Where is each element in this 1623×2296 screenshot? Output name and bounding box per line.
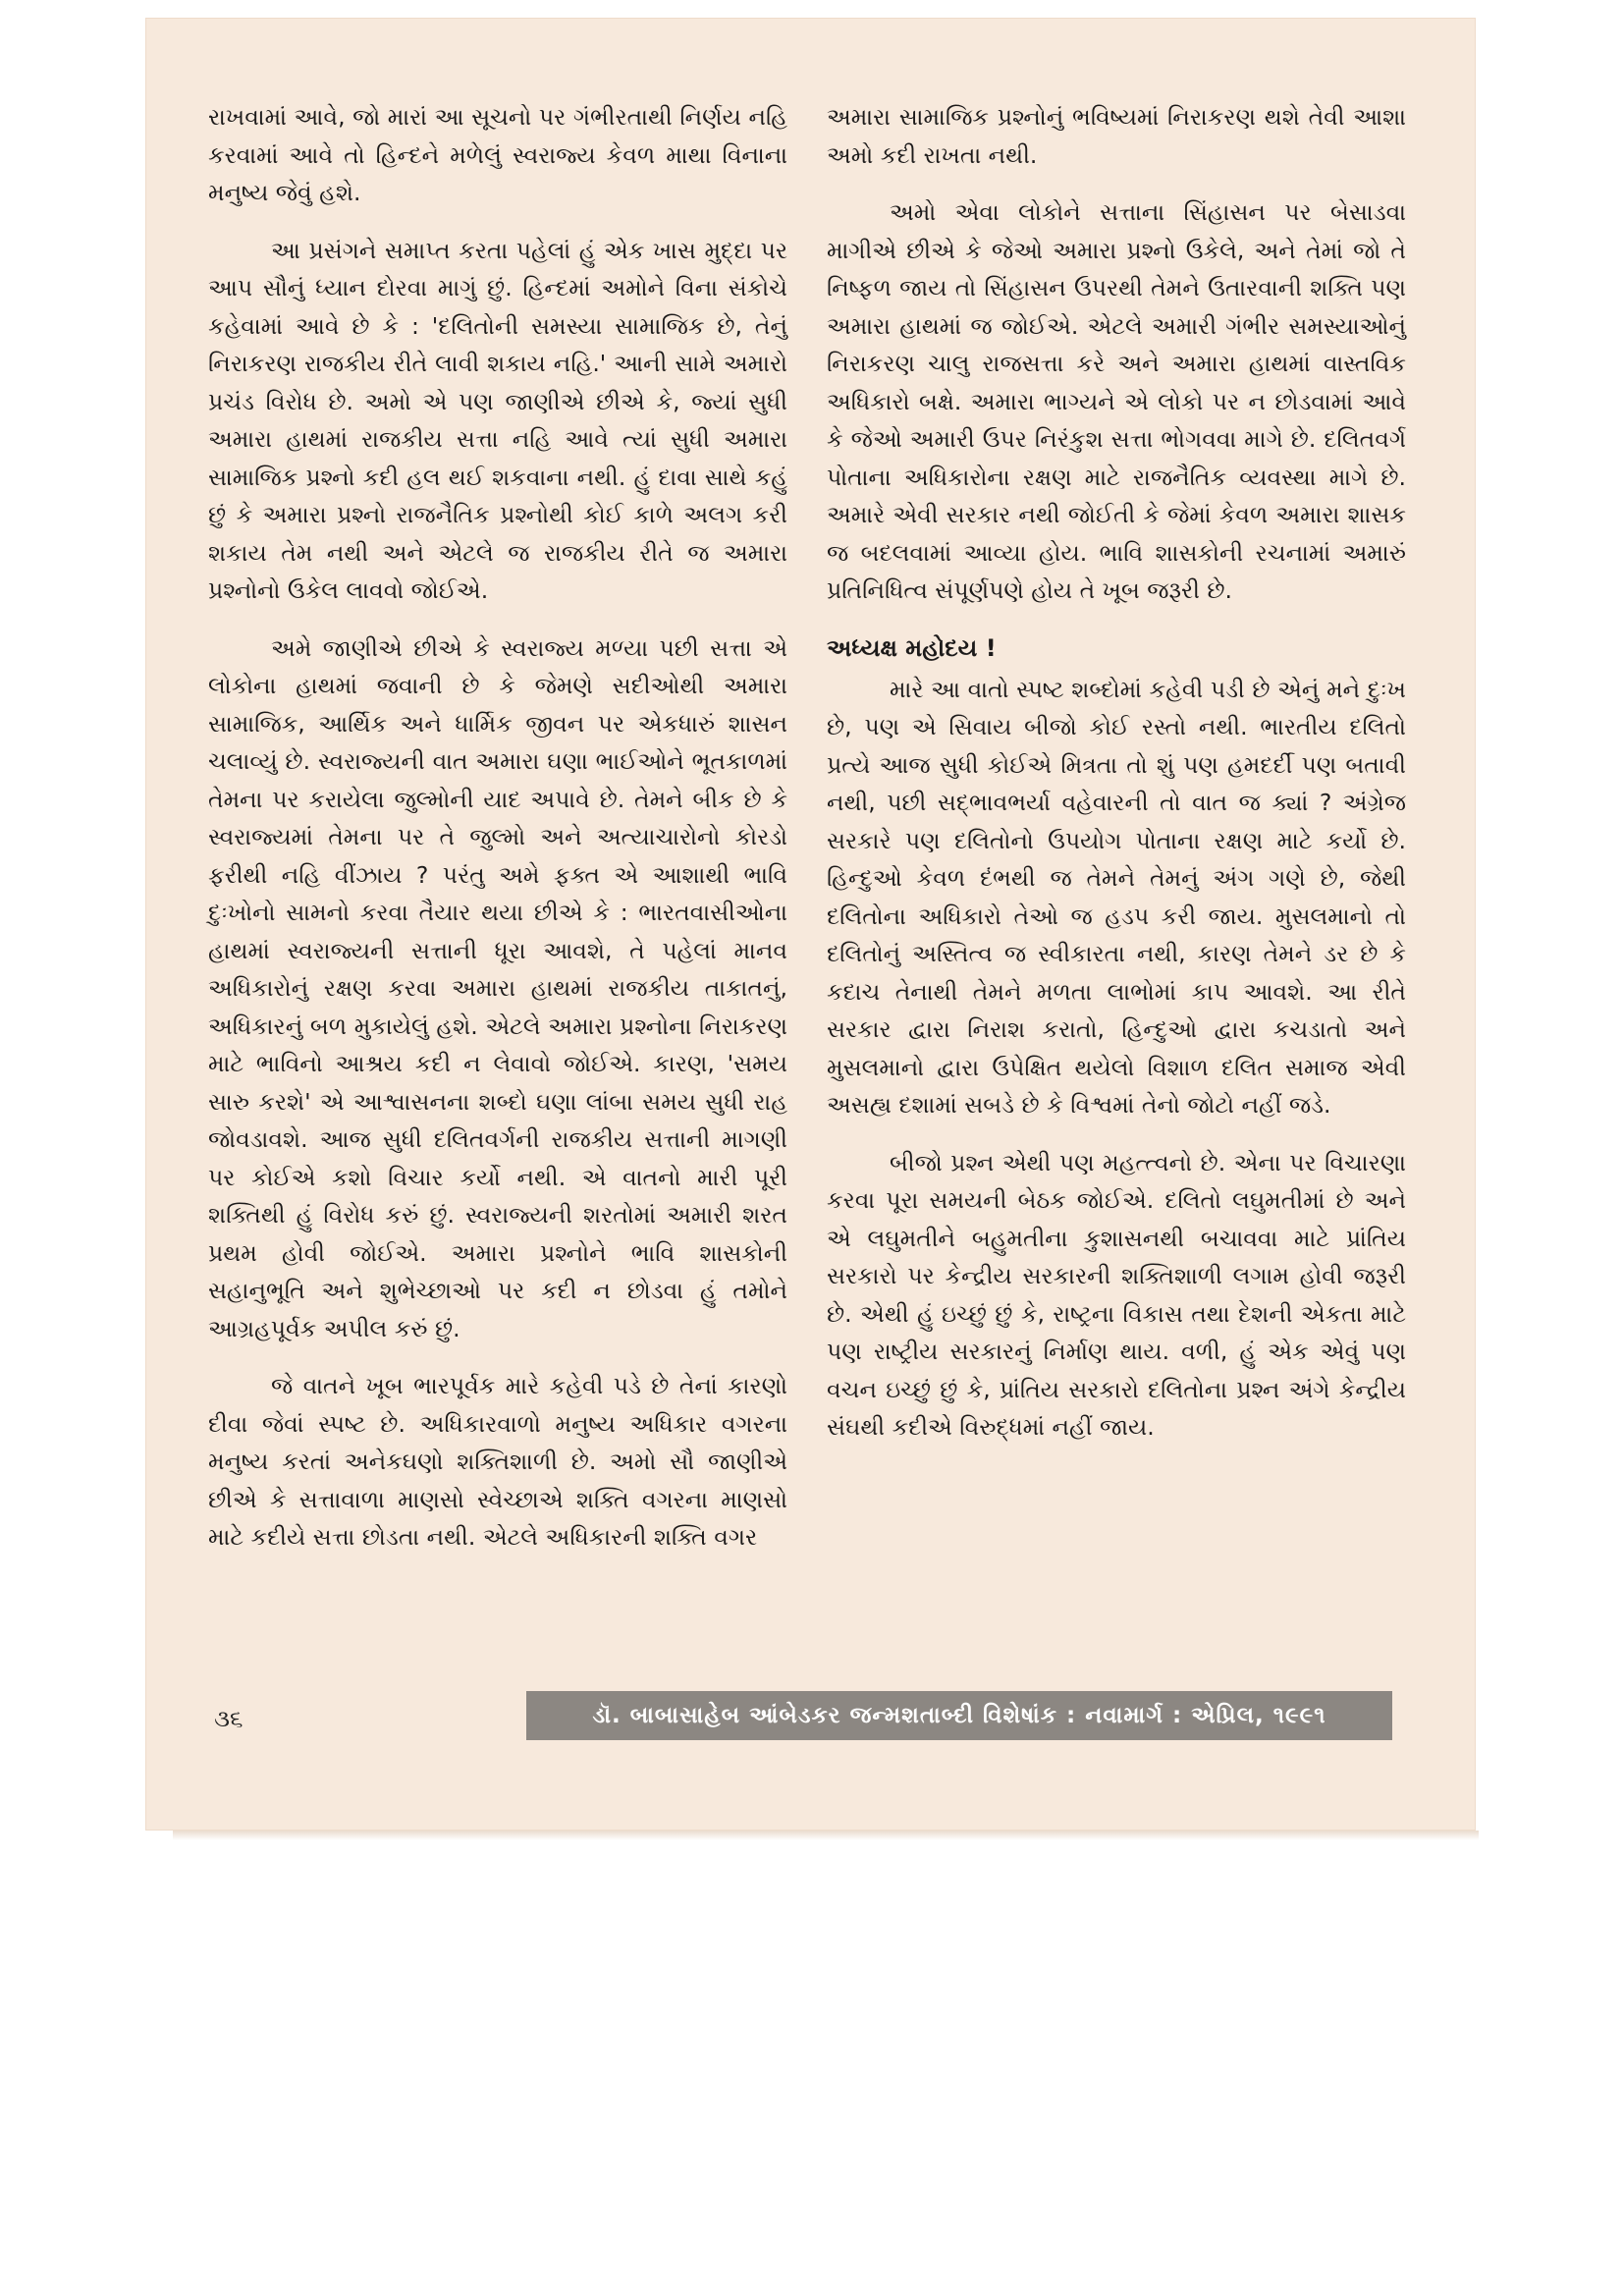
right-column — [827, 98, 1406, 1466]
left-paragraph-1: રાખવામાં આવે, જો મારાં આ સૂચનો પર ગંભીરતાથી નિર્ણય નહિ કરવામાં આવે તો હિન્દને મળેલું સ્વરાજ્ય કેવળ માથા વિનાના મનુષ્ય જેવું હશે. — [208, 103, 787, 206]
left-column — [208, 98, 787, 1576]
left-paragraph-4: જે વાતને ખૂબ ભારપૂર્વક મારે કહેવી પડે છે તેનાં કારણો દીવા જેવાં સ્પષ્ટ છે. અધિકારવાળો મનુષ્ય અધિકાર વગરના મનુષ્ય કરતાં અનેકઘણો શક્તિશાળી છે. અમો સૌ જાણીએ છીએ કે સત્તાવાળા માણસો સ્વેચ્છાએ શક્તિ વગરના માણસો માટે કદીયે સત્તા છોડતા નથી. એટલે અધિકારની શક્તિ વગર — [208, 1372, 787, 1551]
page-edge-shadow — [173, 1831, 1479, 1840]
left-paragraph-2: આ પ્રસંગને સમાપ્ત કરતા પહેલાં હું એક ખાસ મુદ્દા પર આપ સૌનું ધ્યાન દોરવા માગું છું. હિન્દમાં અમોને વિના સંકોચે કહેવામાં આવે છે કે : 'દલિતોની સમસ્યા સામાજિક છે, તેનું નિરાકરણ રાજકીય રીતે લાવી શકાય નહિ.' આની સામે અમારો પ્રચંડ વિરોધ છે. અમો એ પણ જાણીએ છીએ કે, જ્યાં સુધી અમારા હાથમાં રાજકીય સત્તા નહિ આવે ત્યાં સુધી અમારા સામાજિક પ્રશ્નો કદી હલ થઈ શકવાના નથી. હું દાવા સાથે કહું છું કે અમારા પ્રશ્નો રાજનૈતિક પ્રશ્નોથી કોઈ કાળે અલગ કરી શકાય તેમ નથી અને એટલે જ રાજકીય રીતે જ અમારા પ્રશ્નોનો ઉકેલ લાવવો જોઈએ. — [208, 236, 787, 604]
right-paragraph-3: મારે આ વાતો સ્પષ્ટ શબ્દોમાં કહેવી પડી છે એનું મને દુઃખ છે, પણ એ સિવાય બીજો કોઈ રસ્તો નથી. ભારતીય દલિતો પ્રત્યે આજ સુધી કોઈએ મિત્રતા તો શું પણ હમદર્દી પણ બતાવી નથી, પછી સદ્ભાવભર્યા વહેવારની તો વાત જ ક્યાં ? અંગ્રેજ સરકારે પણ દલિતોનો ઉપયોગ પોતાના રક્ષણ માટે કર્યો છે. હિન્દુઓ કેવળ દંભથી જ તેમને તેમનું અંગ ગણે છે, જેથી દલિતોના અધિકારો તેઓ જ હડપ કરી જાય. મુસલમાનો તો દલિતોનું અસ્તિત્વ જ સ્વીકારતા નથી, કારણ તેમને ડર છે કે કદાચ તેનાથી તેમને મળતા લાભોમાં કાપ આવશે. આ રીતે સરકાર દ્વારા નિરાશ કરાતો, હિન્દુઓ દ્વારા કચડાતો અને મુસલમાનો દ્વારા ઉપેક્ષિત થયેલો વિશાળ દલિત સમાજ એવી અસહ્ય દશામાં સબડે છે કે વિશ્વમાં તેનો જોટો નહીં જડે. — [827, 675, 1406, 1119]
left-paragraph-3: અમે જાણીએ છીએ કે સ્વરાજ્ય મળ્યા પછી સત્તા એ લોકોના હાથમાં જવાની છે કે જેમણે સદીઓથી અમારા સામાજિક, આર્થિક અને ધાર્મિક જીવન પર એકધારું શાસન ચલાવ્યું છે. સ્વરાજ્યની વાત અમારા ઘણા ભાઈઓને ભૂતકાળમાં તેમના પર કરાયેલા જુલ્મોની યાદ અપાવે છે. તેમને બીક છે કે સ્વરાજ્યમાં તેમના પર તે જુલ્મો અને અત્યાચારોનો કોરડો ફરીથી નહિ વીંઝાય ? પરંતુ અમે ફક્ત એ આશાથી ભાવિ દુઃખોનો સામનો કરવા તૈયાર થયા છીએ કે : ભારતવાસીઓના હાથમાં સ્વરાજ્યની સત્તાની ધૂરા આવશે, તે પહેલાં માનવ અધિકારોનું રક્ષણ કરવા અમારા હાથમાં રાજકીય તાકાતનું, અધિકારનું બળ મુકાયેલું હશે. એટલે અમારા પ્રશ્નોના નિરાકરણ માટે ભાવિનો આશ્રય કદી ન લેવાવો જોઈએ. કારણ, 'સમય સારુ કરશે' એ આશ્વાસનના શબ્દો ઘણા લાંબા સમય સુધી રાહ જોવડાવશે. આજ સુધી દલિતવર્ગની રાજકીય સત્તાની માગણી પર કોઈએ કશો વિચાર કર્યો નથી. એ વાતનો મારી પૂરી શક્તિથી હું વિરોધ કરું છું. સ્વરાજ્યની શરતોમાં અમારી શરત પ્રથમ હોવી જોઈએ. અમારા પ્રશ્નોને ભાવિ શાસકોની સહાનુભૂતિ અને શુભેચ્છાઓ પર કદી ન છોડવા હું તમોને આગ્રહપૂર્વક અપીલ કરું છું. — [208, 633, 787, 1342]
page-number: ૩૬ — [214, 1705, 243, 1732]
footer-banner: ડૉ. બાબાસાહેબ આંબેડકર જન્મશતાબ્દી વિશેષાંક : નવામાર્ગ : એપ્રિલ, ૧૯૯૧ — [526, 1691, 1392, 1740]
right-paragraph-4: બીજો પ્રશ્ન એથી પણ મહત્ત્વનો છે. એના પર વિચારણા કરવા પૂરા સમયની બેઠક જોઈએ. દલિતો લઘુમતીમાં છે અને એ લઘુમતીને બહુમતીના કુશાસનથી બચાવવા માટે પ્રાંતિય સરકારો પર કેન્દ્રીય સરકારની શક્તિશાળી લગામ હોવી જરૂરી છે. એથી હું ઇચ્છું છું કે, રાષ્ટ્રના વિકાસ તથા દેશની એકતા માટે પણ રાષ્ટ્રીય સરકારનું નિર્માણ થાય. વળી, હું એક એવું પણ વચન ઇચ્છું છું કે, પ્રાંતિય સરકારો દલિતોના પ્રશ્ન અંગે કેન્દ્રીય સંઘથી કદીએ વિરુદ્ધમાં નહીં જાય. — [827, 1148, 1406, 1441]
section-heading: અધ્યક્ષ મહોદય ! — [827, 633, 997, 662]
right-paragraph-2: અમો એવા લોકોને સત્તાના સિંહાસન પર બેસાડવા માગીએ છીએ કે જેઓ અમારા પ્રશ્નો ઉકેલે, અને તેમાં જો તે નિષ્ફળ જાય તો સિંહાસન ઉપરથી તેમને ઉતારવાની શક્તિ પણ અમારા હાથમાં જ જોઈએ. એટલે અમારી ગંભીર સમસ્યાઓનું નિરાકરણ ચાલુ રાજસત્તા કરે અને અમારા હાથમાં વાસ્તવિક અધિકારો બક્ષે. અમારા ભાગ્યને એ લોકો પર ન છોડવામાં આવે કે જેઓ અમારી ઉપર નિરંકુશ સત્તા ભોગવવા માગે છે. દલિતવર્ગ પોતાના અધિકારોના રક્ષણ માટે રાજનૈતિક વ્યવસ્થા માગે છે. અમારે એવી સરકાર નથી જોઈતી કે જેમાં કેવળ અમારા શાસક જ બદલવામાં આવ્યા હોય. ભાવિ શાસકોની રચનામાં અમારું પ્રતિનિધિત્વ સંપૂર્ણપણે હોય તે ખૂબ જરૂરી છે. — [827, 198, 1406, 604]
right-paragraph-1: અમારા સામાજિક પ્રશ્નોનું ભવિષ્યમાં નિરાકરણ થશે તેવી આશા અમો કદી રાખતા નથી. — [827, 103, 1406, 169]
